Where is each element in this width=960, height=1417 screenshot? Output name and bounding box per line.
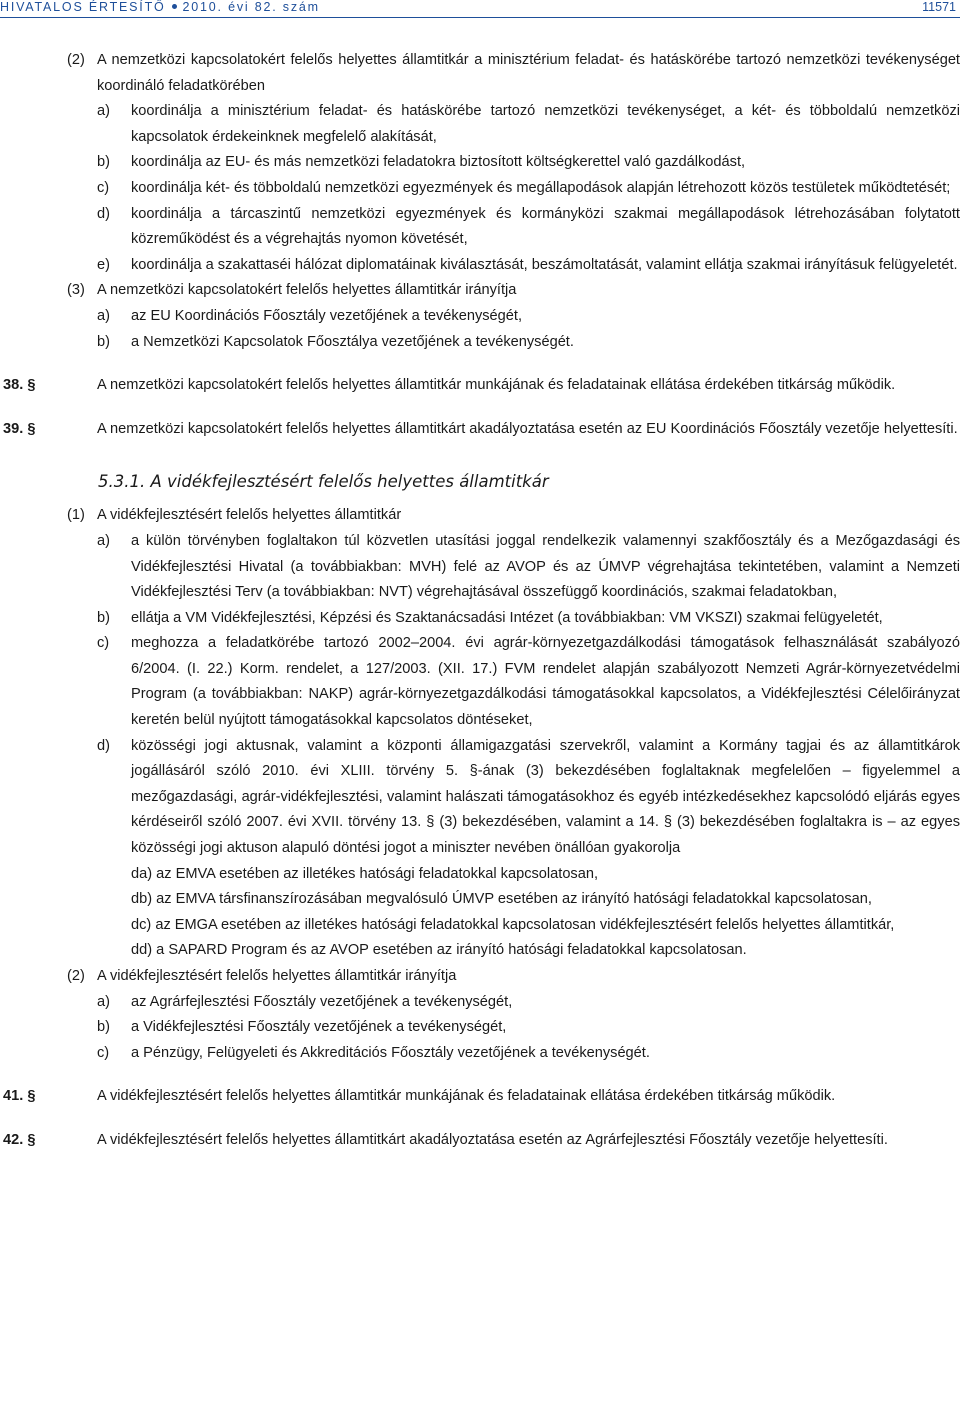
item-text: koordinálja a minisztérium feladat- és hatáskörébe tartozó nemzetközi tevékenységet, a két- és többoldalú nemzetközi kapcsolatok érdekeinknek megfelelő alakítását, — [131, 103, 960, 145]
sub-list-item: dd) a SAPARD Program és az AVOP esetében az irányító hatósági feladatokkal kapcsolatosan. — [131, 942, 747, 959]
paragraph-text: A nemzetközi kapcsolatokért felelős helyettes államtitkár a minisztérium feladat- és hatáskörébe tartozó nemzetközi tevékenységet koordináló feladatkörében — [97, 52, 960, 94]
item-text: az EU Koordinációs Főosztály vezetőjének a tevékenységét, — [131, 307, 523, 324]
list-item — [0, 734, 960, 862]
item-text: közösségi jogi aktusnak, valamint a központi államigazgatási szervekről, valamint a Kormány tagjai és az államtitkárok jogállásáról szóló 2010. évi XLIII. törvény 5. §-ának (3) bekezdésében foglaltaknak megfelelően – figyelemmel a mezőgazdasági, agrár-vidékfejlesztési, valamint halászati támogatásokhoz és egyéb intézkedésekhez kapcsolódó eljárás egyes kérdéseiről szóló 2007. évi XVII. törvény 13. § (3) bekezdésében, valamint a 14. § (3) bekezdésében foglaltakra is – az egyes közösségi jogi aktuson alapuló döntési jogot a miniszter nevében önállóan gyakorolja — [131, 737, 960, 857]
item-label: c) — [97, 179, 110, 196]
paragraph-text: A vidékfejlesztésért felelős helyettes államtitkár irányítja — [97, 968, 457, 984]
item-label: d) — [97, 737, 110, 754]
item-label: c) — [97, 1044, 110, 1061]
item-label: a) — [97, 993, 110, 1010]
item-label: b) — [97, 154, 110, 171]
item-text: a Vidékfejlesztési Főosztály vezetőjének a tevékenységét, — [131, 1019, 507, 1036]
item-label: c) — [97, 635, 110, 652]
paragraph-37-2 — [0, 48, 960, 99]
section-text: A vidékfejlesztésért felelős helyettes államtitkárt akadályoztatása esetén az Agrárfejlesztési Főosztály vezetője helyettesíti. — [97, 1131, 888, 1148]
section-text: A vidékfejlesztésért felelős helyettes államtitkár munkájának és feladatainak ellátása érdekében titkárság működik. — [97, 1088, 836, 1105]
item-text: koordinálja az EU- és más nemzetközi feladatokra biztosított költségkerettel való gazdálkodást, — [131, 154, 746, 171]
item-label: b) — [97, 609, 110, 626]
item-label: a) — [97, 307, 110, 324]
paragraph-text: A nemzetközi kapcsolatokért felelős helyettes államtitkár irányítja — [97, 282, 517, 299]
item-label: d) — [97, 205, 110, 222]
item-label: b) — [97, 333, 110, 350]
list-item — [0, 202, 960, 253]
paragraph-40-2 — [0, 964, 960, 990]
item-text: az Agrárfejlesztési Főosztály vezetőjének a tevékenységét, — [131, 993, 513, 1010]
issue-number: 2010. évi 82. szám — [182, 0, 320, 14]
item-label: e) — [97, 256, 110, 273]
paragraph-label: (2) — [67, 52, 85, 68]
section-41 — [0, 1084, 960, 1110]
item-text: a Pénzügy, Felügyeleti és Akkreditációs Főosztály vezetőjének a tevékenységét. — [131, 1044, 650, 1061]
list-item — [0, 330, 960, 356]
sub-list-item: db) az EMVA társfinanszírozásában megvalósuló ÚMVP esetében az irányító hatósági feladatokkal kapcsolatosan, — [131, 891, 872, 908]
item-text: koordinálja két- és többoldalú nemzetközi egyezmények és megállapodások alapján létrehozott közös testületek működtetését; — [131, 179, 951, 196]
page-header — [0, 0, 960, 18]
section-text: A nemzetközi kapcsolatokért felelős helyettes államtitkár munkájának és feladatainak ellátása érdekében titkárság működik. — [97, 377, 896, 394]
list-item — [0, 99, 960, 150]
paragraph-label: (2) — [67, 968, 85, 984]
list-item — [0, 1041, 960, 1067]
item-text: koordinálja a szakattaséi hálózat diplomatáinak kiválasztását, beszámoltatását, valamint ellátja szakmai irányításuk felügyeletét. — [131, 256, 958, 273]
document-body — [0, 48, 960, 1154]
item-text: meghozza a feladatkörébe tartozó 2002–2004. évi agrár-környezetgazdálkodási támogatások felhasználását szabályozó 6/2004. (I. 22.) Korm. rendelet, a 127/2003. (XII. 17.) FVM rendelet alapján szabályozott Nemzeti Agrár-környezetvédelmi Program (a továbbiakban: NAKP) agrár-környezetgazdálkodási támogatásokkal kapcsolatos, a Vidékfejlesztési Célelőirányzat keretén belül nyújtott támogatásokkal kapcsolatos döntéseket, — [131, 635, 960, 729]
list-item — [0, 529, 960, 606]
journal-issue — [0, 0, 320, 14]
list-item — [0, 253, 960, 279]
journal-title: HIVATALOS ÉRTESÍTŐ — [0, 0, 166, 14]
paragraph-text: A vidékfejlesztésért felelős helyettes államtitkár — [97, 507, 402, 524]
subsection-title: 5.3.1. A vidékfejlesztésért felelős helyettes államtitkár — [98, 472, 549, 492]
paragraph-37-3 — [0, 278, 960, 304]
sub-list-item: da) az EMVA esetében az illetékes hatósági feladatokkal kapcsolatosan, — [131, 865, 599, 882]
section-number: 38. § — [3, 377, 36, 394]
section-42 — [0, 1128, 960, 1154]
section-number: 42. § — [3, 1131, 36, 1148]
list-item — [0, 1015, 960, 1041]
list-item — [0, 606, 960, 632]
paragraph-label: (1) — [67, 507, 85, 524]
header-rule — [0, 17, 960, 18]
section-number: 39. § — [3, 420, 36, 437]
list-item — [0, 990, 960, 1016]
item-label: b) — [97, 1019, 110, 1036]
section-38 — [0, 373, 960, 399]
bullet-icon — [172, 4, 177, 9]
item-text: a külön törvényben foglaltakon túl közvetlen utasítási joggal rendelkezik valamennyi szakfőosztály és a Mezőgazdasági és Vidékfejlesztési Hivatal (a továbbiakban: MVH) felé az AVOP és az ÚMVP végrehajtása tekintetében, valamint a Nemzeti Vidékfejlesztési Terv (a továbbiakban: NVT) végrehajtásával összefüggő koordinációs, szakmai feladatokban, — [131, 532, 960, 601]
section-text: A nemzetközi kapcsolatokért felelős helyettes államtitkárt akadályoztatása esetén az EU Koordinációs Főosztály vezetője helyettesíti. — [97, 420, 958, 437]
list-item — [0, 176, 960, 202]
list-item — [0, 631, 960, 733]
item-label: a) — [97, 103, 110, 120]
item-text: koordinálja a tárcaszintű nemzetközi egyezmények és kormányközi szakmai megállapodások létrehozásában folytatott közreműködést és a végrehajtás nyomon követését, — [131, 205, 960, 248]
item-text: a Nemzetközi Kapcsolatok Főosztálya vezetőjének a tevékenységét. — [131, 333, 574, 350]
paragraph-label: (3) — [67, 282, 85, 299]
page-number: 11571 — [922, 0, 956, 14]
list-item — [0, 304, 960, 330]
section-number: 41. § — [3, 1088, 36, 1105]
sub-list-item: dc) az EMGA esetében az illetékes hatósági feladatokkal kapcsolatosan vidékfejlesztésért felelős helyettes államtitkár, — [131, 916, 895, 933]
section-39 — [0, 417, 960, 443]
item-text: ellátja a VM Vidékfejlesztési, Képzési és Szaktanácsadási Intézet (a továbbiakban: VM VKSZI) szakmai felügyeletét, — [131, 609, 883, 626]
item-label: a) — [97, 532, 110, 549]
section-40 — [0, 503, 960, 529]
list-item — [0, 150, 960, 176]
